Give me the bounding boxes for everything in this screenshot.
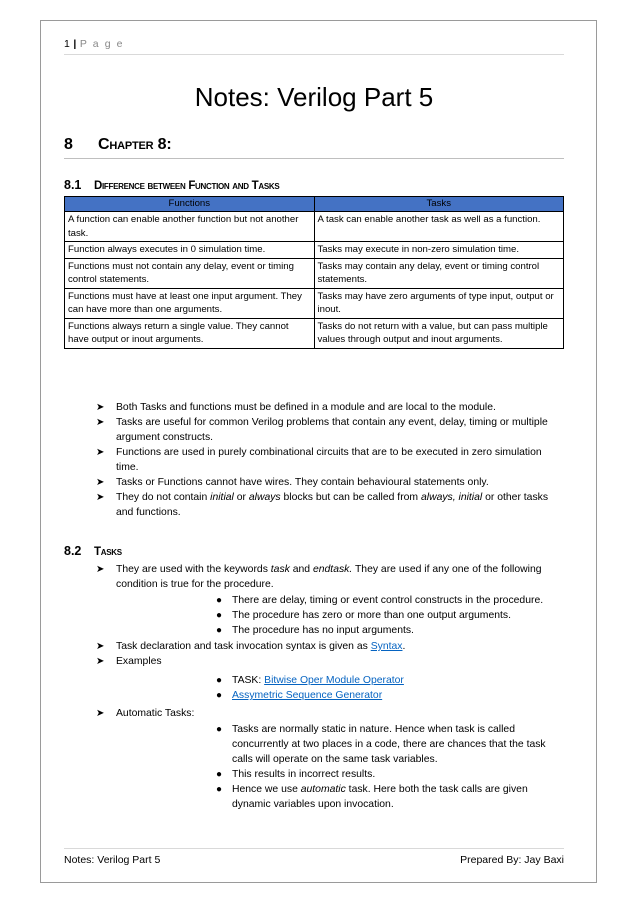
page-label: P a g e [79, 38, 125, 50]
bullet-text: and [289, 564, 313, 575]
section2-bullet-list-3 [96, 706, 556, 721]
document-title: Notes: Verilog Part 5 [194, 82, 434, 112]
bullet-text: This results in incorrect results. [232, 769, 376, 780]
keyword-initial: initial [210, 492, 234, 503]
arrow-bullet-icon: ➤ [96, 708, 105, 719]
table-cell: Tasks may contain any delay, event or timing control statements. [314, 258, 564, 288]
assymetric-sequence-link[interactable]: Assymetric Sequence Generator [232, 690, 383, 701]
dot-bullet-icon: ● [216, 595, 223, 606]
dot-bullet-icon: ● [216, 610, 223, 621]
chapter-divider [64, 158, 564, 159]
bullet-text: Both Tasks and functions must be defined in a module and are local to the module. [116, 402, 496, 413]
table-row [65, 318, 564, 348]
table-cell: Functions must have at least one input argument. They can have more than one arguments. [65, 288, 315, 318]
list-item [0, 608, 562, 623]
bullet-text: Tasks or Functions cannot have wires. They contain behavioural statements only. [116, 477, 489, 488]
dot-bullet-icon: ● [216, 625, 223, 636]
section2-bullet-list-2 [96, 639, 556, 669]
list-item [0, 722, 562, 767]
bullet-text: or [233, 492, 249, 503]
arrow-bullet-icon: ➤ [96, 447, 105, 458]
section1-bullet-list [96, 400, 556, 520]
list-item [0, 688, 562, 703]
section2-sublist-1 [0, 593, 562, 638]
section-number: 8.1 [64, 178, 82, 192]
table-cell: A function can enable another function but not another task. [65, 212, 315, 242]
table-header-row [65, 197, 564, 212]
arrow-bullet-icon: ➤ [96, 417, 105, 428]
list-item [96, 706, 556, 721]
bullet-text: Functions are used in purely combinational circuits that are to be executed in zero simulation time. [116, 447, 542, 473]
bullet-text: Automatic Tasks: [116, 708, 195, 719]
footer-left: Notes: Verilog Part 5 [64, 854, 161, 866]
bullet-text: Hence we use [232, 784, 301, 795]
bullet-text: or other tasks and functions. [116, 492, 549, 518]
table-cell: Tasks may have zero arguments of type input, output or inout. [314, 288, 564, 318]
keyword-task: task [270, 564, 290, 575]
table-row [65, 212, 564, 242]
bullet-text: Examples [116, 656, 162, 667]
comparison-table [64, 196, 564, 349]
table-row [65, 288, 564, 318]
arrow-bullet-icon: ➤ [96, 492, 105, 503]
bullet-text: blocks but can be called from [280, 492, 421, 503]
bullet-text: The procedure has no input arguments. [232, 625, 414, 636]
section2-bullet-list [96, 562, 556, 592]
table-cell: Tasks do not return with a value, but can pass multiple values through output and inout arguments. [314, 318, 564, 348]
page-header [64, 38, 124, 50]
list-item [96, 415, 556, 445]
section-number: 8.2 [64, 544, 82, 558]
table-row [65, 242, 564, 259]
list-item [96, 654, 556, 669]
syntax-link[interactable]: Syntax [370, 641, 403, 652]
table-cell: Function always executes in 0 simulation time. [65, 242, 315, 259]
bullet-text: . [402, 641, 406, 652]
table-cell: A task can enable another task as well as a function. [314, 212, 564, 242]
keyword-always: always [248, 492, 281, 503]
arrow-bullet-icon: ➤ [96, 656, 105, 667]
keyword-automatic: automatic [300, 784, 346, 795]
table-cell: Functions must not contain any delay, event or timing control statements. [65, 258, 315, 288]
list-item [96, 400, 556, 415]
header-divider [64, 54, 564, 55]
dot-bullet-icon: ● [216, 769, 223, 780]
list-item [96, 490, 556, 520]
list-item [96, 445, 556, 475]
list-item [0, 593, 562, 608]
page-separator: | [73, 38, 77, 50]
dot-bullet-icon: ● [216, 690, 223, 701]
list-item [96, 562, 556, 592]
table-header-functions: Functions [65, 197, 315, 212]
dot-bullet-icon: ● [216, 675, 223, 686]
table-row [65, 258, 564, 288]
list-item [0, 782, 562, 812]
table-header-tasks: Tasks [314, 197, 564, 212]
page-number: 1 [64, 38, 71, 50]
bullet-text: Tasks are normally static in nature. Hence when task is called concurrently at two places in a code, there are chances that the task calls will operate on the same task variables. [232, 724, 546, 765]
list-item [0, 673, 562, 688]
list-item [0, 623, 562, 638]
section-title: Difference between Function and Tasks [94, 180, 280, 192]
examples-sublist [0, 673, 562, 703]
section-heading-8-2 [64, 544, 122, 558]
list-item [0, 767, 562, 782]
arrow-bullet-icon: ➤ [96, 564, 105, 575]
keyword-endtask: endtask. [312, 564, 353, 575]
bullet-text: There are delay, timing or event control constructs in the procedure. [232, 595, 544, 606]
bullet-text: The procedure has zero or more than one output arguments. [232, 610, 511, 621]
chapter-title: Chapter 8: [98, 136, 172, 153]
automatic-tasks-sublist [0, 722, 562, 812]
table-cell: Tasks may execute in non-zero simulation time. [314, 242, 564, 259]
footer-divider [64, 848, 564, 849]
dot-bullet-icon: ● [216, 724, 223, 735]
chapter-heading [64, 136, 171, 154]
section-title: Tasks [94, 546, 122, 558]
bullet-text: They do not contain [116, 492, 211, 503]
bullet-text: Tasks are useful for common Verilog problems that contain any event, delay, timing or multiple argument constructs. [116, 417, 548, 443]
bullet-text: TASK: [232, 675, 265, 686]
bullet-text: Task declaration and task invocation syntax is given as [116, 641, 371, 652]
footer-right: Prepared By: Jay Baxi [460, 854, 564, 866]
list-item [96, 639, 556, 654]
bitwise-oper-link[interactable]: Bitwise Oper Module Operator [264, 675, 404, 686]
list-item [96, 475, 556, 490]
bullet-text: They are used if any one of the following condition is true for the procedure. [116, 564, 542, 590]
arrow-bullet-icon: ➤ [96, 641, 105, 652]
bullet-text: task. Here both the task calls are given dynamic variables upon invocation. [232, 784, 528, 810]
chapter-number: 8 [64, 136, 73, 153]
table-cell: Functions always return a single value. They cannot have output or inout arguments. [65, 318, 315, 348]
arrow-bullet-icon: ➤ [96, 402, 105, 413]
bullet-text: They are used with the keywords [116, 564, 271, 575]
section-heading-8-1 [64, 178, 279, 192]
arrow-bullet-icon: ➤ [96, 477, 105, 488]
keyword-always-initial: always, initial [420, 492, 483, 503]
dot-bullet-icon: ● [216, 784, 223, 795]
